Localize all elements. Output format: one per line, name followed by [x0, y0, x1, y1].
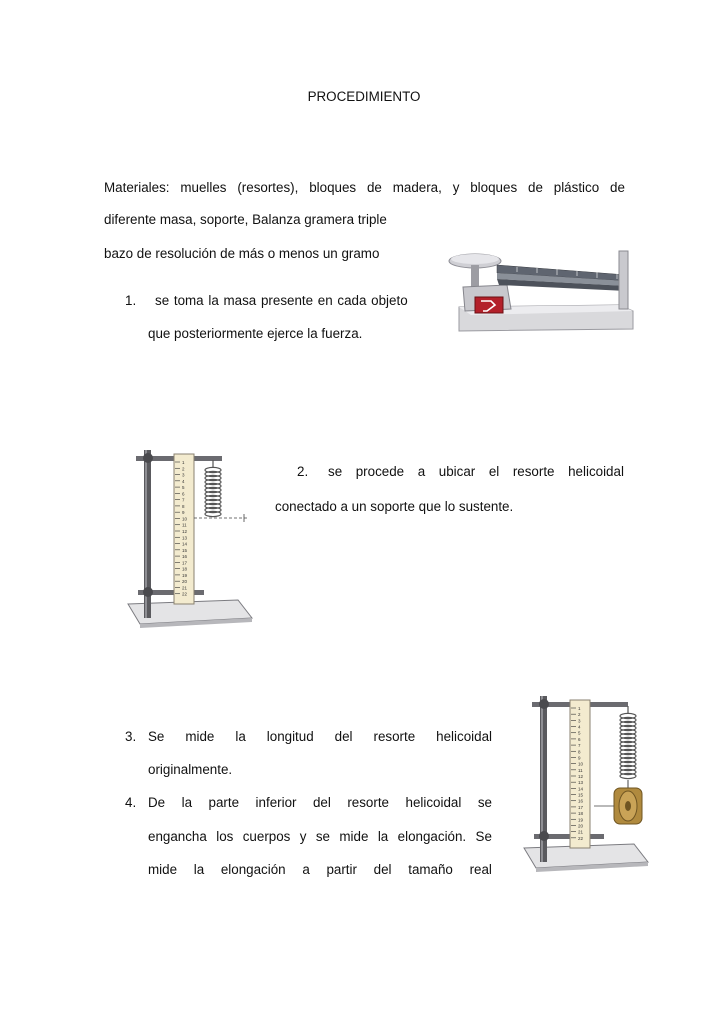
word: y — [299, 829, 307, 844]
ruler-tick-label: 6 — [182, 491, 185, 497]
word: tamaño — [408, 862, 453, 877]
word: del — [373, 862, 392, 877]
materials-line-3: bazo de resolución de más o menos un gramo — [104, 246, 380, 261]
word: la — [181, 795, 193, 810]
word: y — [452, 180, 460, 195]
step-2-line-2: conectado a un soporte que lo sustente. — [275, 499, 514, 514]
word: elongación. — [397, 829, 467, 844]
ruler-tick-label: 7 — [578, 743, 581, 749]
ruler-tick-label: 19 — [182, 572, 188, 578]
word: los — [216, 829, 234, 844]
ruler-tick-label: 21 — [578, 829, 584, 835]
ruler-tick-label: 3 — [182, 472, 185, 478]
ruler-tick-label: 14 — [578, 786, 584, 792]
word: mide — [339, 829, 369, 844]
ruler-tick-label: 9 — [182, 510, 185, 516]
materials-line-2: diferente masa, soporte, Balanza gramera triple — [104, 212, 387, 227]
word: cuerpos — [242, 829, 291, 844]
word: de — [610, 180, 625, 195]
ruler-tick-label: 21 — [182, 585, 188, 591]
word: De — [148, 795, 166, 810]
word: mide — [148, 862, 178, 877]
step-4-line-2 — [148, 829, 492, 844]
ruler-tick-label: 20 — [182, 579, 188, 585]
word: mide — [185, 729, 215, 744]
word: bloques — [470, 180, 518, 195]
ruler-tick-label: 12 — [182, 529, 188, 534]
word: bloques — [309, 180, 357, 195]
ruler-tick-label: 4 — [578, 724, 581, 730]
word: muelles — [180, 180, 227, 195]
word: Se — [148, 729, 165, 744]
ruler-tick-label: 15 — [578, 792, 584, 798]
ruler-tick-label: 11 — [578, 767, 583, 773]
word: se — [328, 464, 343, 479]
ruler-tick-label: 22 — [182, 591, 188, 597]
step-4-line-3 — [148, 862, 492, 877]
ruler-tick-label: 18 — [182, 566, 188, 572]
page-title: PROCEDIMIENTO — [307, 89, 421, 104]
ruler-tick-label: 15 — [182, 547, 188, 553]
ruler-tick-label: 4 — [182, 478, 185, 484]
ruler-tick-label: 2 — [182, 466, 185, 472]
word: elongación — [220, 862, 286, 877]
word: resorte — [347, 795, 390, 810]
word: real — [469, 862, 492, 877]
ruler-tick-label: 1 — [578, 706, 581, 711]
word: de — [528, 180, 543, 195]
ruler-tick-label: 16 — [578, 798, 584, 804]
word: inferior — [255, 795, 297, 810]
word: helicoidal — [436, 729, 492, 744]
word: la — [235, 729, 246, 744]
word: Se — [475, 829, 492, 844]
step-1-line-2: que posteriormente ejerce la fuerza. — [148, 326, 363, 341]
ruler-tick-label: 10 — [578, 761, 584, 767]
ruler-tick-label: 12 — [578, 774, 584, 779]
ruler-tick-label: 19 — [578, 817, 584, 823]
word: madera, — [392, 180, 442, 195]
word: resorte — [512, 464, 555, 479]
word: helicoidal — [405, 795, 462, 810]
ruler-tick-label: 1 — [182, 460, 185, 465]
ruler-tick-label: 13 — [578, 780, 584, 786]
ruler-tick-label: 8 — [578, 749, 581, 755]
ruler-tick-label: 22 — [578, 835, 584, 841]
materials-line-1 — [104, 180, 625, 195]
spring-stand-image-2 — [518, 688, 665, 883]
word: de — [366, 180, 382, 195]
ruler-tick-label: 17 — [182, 560, 188, 566]
word: el — [488, 464, 500, 479]
step-4-line-1 — [148, 795, 492, 810]
ruler-tick-label: 7 — [182, 497, 185, 503]
triple-beam-balance-image — [447, 245, 645, 335]
step-4-number: 4. — [125, 795, 137, 810]
step-3-number: 3. — [125, 729, 137, 744]
ruler-tick-label: 5 — [578, 730, 581, 736]
step-2-number: 2. — [297, 464, 309, 479]
word: del — [312, 795, 331, 810]
ruler-tick-label: 8 — [182, 503, 185, 509]
word: longitud — [266, 729, 314, 744]
ruler-tick-label: 17 — [578, 804, 584, 810]
word: parte — [208, 795, 240, 810]
ruler-tick-label: 20 — [578, 823, 584, 829]
word: engancha — [148, 829, 207, 844]
ruler-tick-label: 9 — [578, 755, 581, 761]
word: a — [417, 464, 426, 479]
step-1-number: 1. — [125, 293, 137, 308]
ruler-tick-label: 2 — [578, 712, 581, 718]
ruler-tick-label: 11 — [182, 522, 187, 528]
ruler-tick-label: 10 — [182, 516, 188, 522]
word: del — [334, 729, 353, 744]
step-1-line-1: se toma la masa presente en cada objeto — [155, 293, 408, 308]
word: se — [315, 829, 331, 844]
word: a — [302, 862, 310, 877]
word: (resortes), — [237, 180, 299, 195]
step-3-line-2: originalmente. — [148, 762, 233, 777]
word: plástico — [553, 180, 600, 195]
word: se — [477, 795, 492, 810]
ruler-tick-label: 5 — [182, 485, 185, 491]
word: la — [193, 862, 205, 877]
ruler-tick-label: 13 — [182, 535, 188, 541]
spring-stand-image-1 — [120, 442, 270, 640]
word: partir — [326, 862, 357, 877]
word: procede — [355, 464, 405, 479]
word: la — [377, 829, 389, 844]
word: ubicar — [438, 464, 476, 479]
ruler-tick-label: 6 — [578, 736, 581, 742]
word: Materiales: — [104, 180, 170, 195]
ruler-tick-label: 18 — [578, 811, 584, 817]
ruler-tick-label: 3 — [578, 718, 581, 724]
word: resorte — [373, 729, 416, 744]
step-3-line-1 — [148, 729, 492, 744]
step-2-line-1 — [328, 464, 624, 479]
ruler-tick-label: 16 — [182, 554, 188, 560]
ruler-tick-label: 14 — [182, 541, 188, 547]
word: helicoidal — [568, 464, 624, 479]
